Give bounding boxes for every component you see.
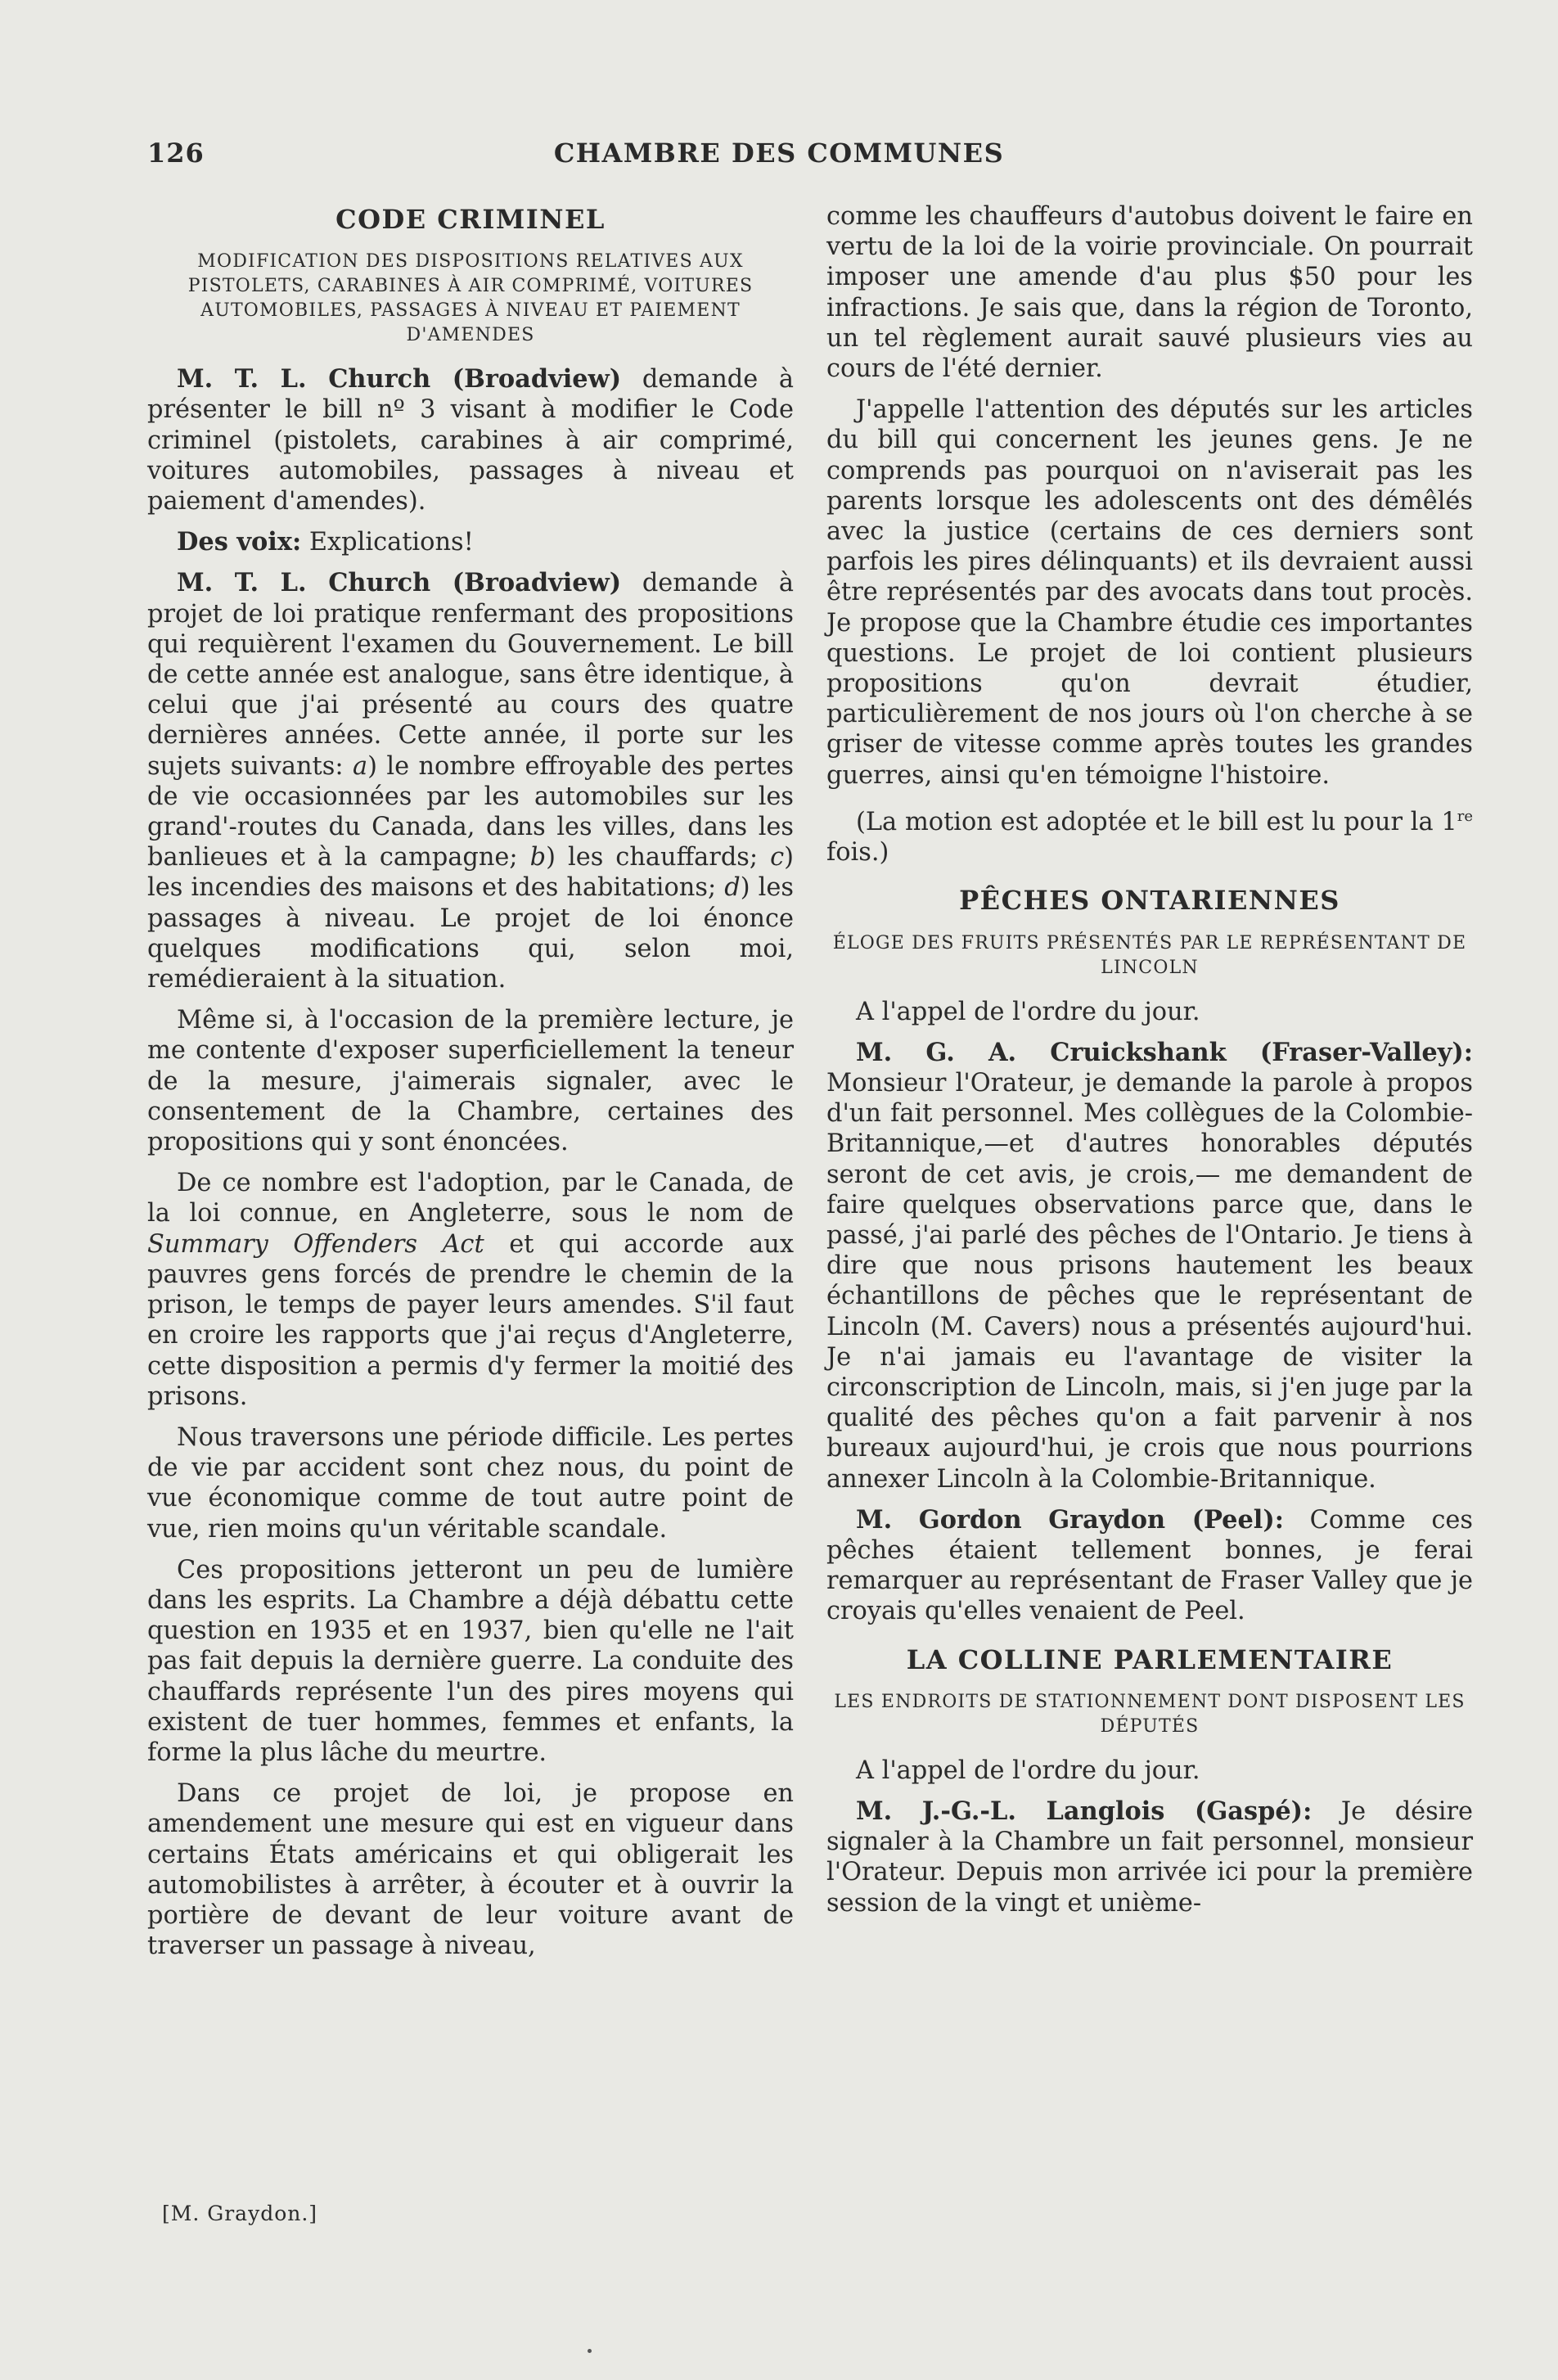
paragraph-text: Explications! — [301, 528, 474, 557]
paragraph — [826, 1038, 1473, 1494]
paragraph — [147, 527, 794, 557]
speaker-name: M. T. L. Church (Broadview) — [177, 568, 622, 598]
left-column — [147, 201, 794, 1972]
section-subtitle-code-criminel: MODIFICATION DES DISPOSITIONS RELATIVES AUX PISTOLETS, CARABINES À AIR COMPRIMÉ, VOITURES AUTOMOBILES, PASSAGES À NIVEAU ET PAIEMENT D'AMENDES — [187, 251, 754, 346]
paragraph — [147, 1168, 794, 1412]
section-subtitle-colline: LES ENDROITS DE STATIONNEMENT DONT DISPOSENT LES DÉPUTÉS — [834, 1691, 1466, 1737]
paragraph-text: Monsieur l'Orateur, je demande la parole à propos d'un fait personnel. Mes collègues de la Colombie-Britannique,—et d'autres honorables députés seront de cet avis, je crois,— me demandent de faire quelques observations parce que, dans le passé, j'ai parlé des pêches de l'Ontario. Je tiens à dire que nous prisons hautement les beaux échantillons de pêches que le représentant de Lincoln (M. Cavers) nous a présentés aujourd'hui. Je n'ai jamais eu l'avantage de visiter la circonscription de Lincoln, mais, si j'en juge par la qualité des pêches qu'on a fait parvenir à nos bureaux aujourd'hui, je crois que nous pourrions annexer Lincoln à la Colombie-Britannique. — [826, 1069, 1473, 1494]
list-marker: a — [353, 751, 368, 781]
section-subtitle-peches: ÉLOGE DES FRUITS PRÉSENTÉS PAR LE REPRÉSENTANT DE LINCOLN — [832, 932, 1467, 978]
section-title-code-criminel: CODE CRIMINEL — [335, 204, 606, 235]
speaker-name: Des voix: — [177, 527, 302, 557]
paragraph: J'appelle l'attention des députés sur les articles du bill qui concernent les jeunes gens. Je ne comprends pas pourquoi on n'aviserait pas les parents lorsque les adolescents ont des démêlés avec la justice (certains de ces derniers sont parfois les pires délinquants) et ils devraient aussi être représentés par des avocats dans tout procès. Je propose que la Chambre étudie ces importantes questions. Le projet de loi contient plusieurs propositions qu'on devrait étudier, particulièrement de nos jours où l'on cherche à se griser de vitesse comme après toutes les grandes guerres, ainsi qu'en témoigne l'histoire. — [826, 395, 1473, 790]
paragraph-text: ) les passages à niveau. Le projet de loi énonce quelques modifications qui, selon moi, remédieraient à la situation. — [147, 873, 794, 994]
section-title-peches: PÊCHES ONTARIENNES — [959, 885, 1340, 917]
paragraph: A l'appel de l'ordre du jour. — [856, 1756, 1200, 1785]
speaker-attribution: [M. Graydon.] — [162, 2202, 318, 2225]
paragraph-text: Je désire signaler à la Chambre un fait personnel, monsieur l'Orateur. Depuis mon arrivée ici pour la première session de la vingt et unième- — [826, 1797, 1473, 1918]
list-marker: b — [529, 843, 547, 872]
paragraph: A l'appel de l'ordre du jour. — [856, 997, 1200, 1026]
paragraph: Nous traversons une période difficile. Les pertes de vie par accident sont chez nous, du point de vue économique comme de tout autre point de vue, rien moins qu'un véritable scandale. — [147, 1422, 794, 1544]
superscript: re — [1457, 807, 1473, 825]
paragraph: Ces propositions jetteront un peu de lumière dans les esprits. La Chambre a déjà débattu cette question en 1935 et en 1937, bien qu'elle ne l'ait pas fait depuis la dernière guerre. La conduite des chauffards représente l'un des pires moyens qui existent de tuer hommes, femmes et enfants, la forme la plus lâche du meurtre. — [147, 1555, 794, 1767]
paragraph: Dans ce projet de loi, je propose en amendement une mesure qui est en vigueur dans certains États américains et qui obligerait les automobilistes à arrêter, à écouter et à ouvrir la portière de devant de leur voiture avant de traverser un passage à niveau, — [147, 1779, 794, 1961]
running-head: CHAMBRE DES COMMUNES — [553, 137, 1005, 169]
right-column — [826, 201, 1473, 1929]
speaker-name: M. T. L. Church (Broadview) — [177, 364, 622, 394]
paragraph — [147, 364, 794, 516]
paragraph-text: De ce nombre est l'adoption, par le Canada, de la loi connue, en Angleterre, sous le nom de — [147, 1169, 794, 1228]
paragraph-text: (La motion est adoptée et le bill est lu pour la 1 — [856, 807, 1457, 836]
speaker-name: M. J.-G.-L. Langlois (Gaspé): — [856, 1796, 1313, 1827]
paragraph-text: Comme ces pêches étaient tellement bonnes, je ferai remarquer au représentant de Fraser Valley que je croyais qu'elles venaient de Peel. — [826, 1505, 1473, 1626]
paragraph — [147, 568, 794, 994]
paragraph-text: demande à présenter le bill nº 3 visant à modifier le Code criminel (pistolets, carabines à air comprimé, voitures automobiles, passages à niveau et paiement d'amendes). — [147, 365, 794, 516]
paragraph-text: ) le nombre effroyable des pertes de vie occasionnées par les automobiles sur les grand'-routes du Canada, dans les villes, dans les banlieues et à la campagne; — [147, 751, 794, 872]
speaker-name: M. G. A. Cruickshank (Fraser-Valley): — [856, 1037, 1473, 1067]
paragraph-text: fois.) — [826, 838, 889, 868]
paragraph — [826, 801, 1473, 868]
speaker-name: M. Gordon Graydon (Peel): — [856, 1504, 1284, 1535]
page-number: 126 — [147, 137, 205, 169]
scan-speck — [588, 2349, 592, 2353]
section-title-colline: LA COLLINE PARLEMENTAIRE — [906, 1643, 1394, 1675]
paragraph-text: ) les incendies des maisons et des habitations; — [147, 843, 795, 903]
paragraph-text: demande à projet de loi pratique renfermant des propositions qui requièrent l'examen du Gouvernement. Le bill de cette année est analogue, sans être identique, à celui que j'ai présenté au cours des quatre dernières années. Cette année, il porte sur les sujets suivants: — [147, 569, 794, 781]
paragraph — [826, 1796, 1473, 1918]
paragraph-text: ) les chauffards; — [546, 843, 771, 872]
act-title: Summary Offenders Act — [147, 1229, 484, 1259]
paragraph-text: et qui accorde aux pauvres gens forcés de prendre le chemin de la prison, le temps de payer leurs amendes. S'il faut en croire les rapports que j'ai reçus d'Angleterre, cette disposition a permis d'y fermer la moitié des prisons. — [147, 1229, 794, 1411]
list-marker: c — [770, 843, 785, 872]
list-marker: d — [724, 873, 741, 903]
paragraph — [826, 1505, 1473, 1627]
paragraph: Même si, à l'occasion de la première lecture, je me contente d'exposer superficiellement la teneur de la mesure, j'aimerais signaler, avec le consentement de la Chambre, certaines des propositions qui y sont énoncées. — [147, 1006, 794, 1157]
paragraph: comme les chauffeurs d'autobus doivent le faire en vertu de la loi de la voirie provinciale. On pourrait imposer une amende d'au plus $50 pour les infractions. Je sais que, dans la région de Toronto, un tel règlement aurait sauvé plusieurs vies au cours de l'été dernier. — [826, 202, 1473, 384]
